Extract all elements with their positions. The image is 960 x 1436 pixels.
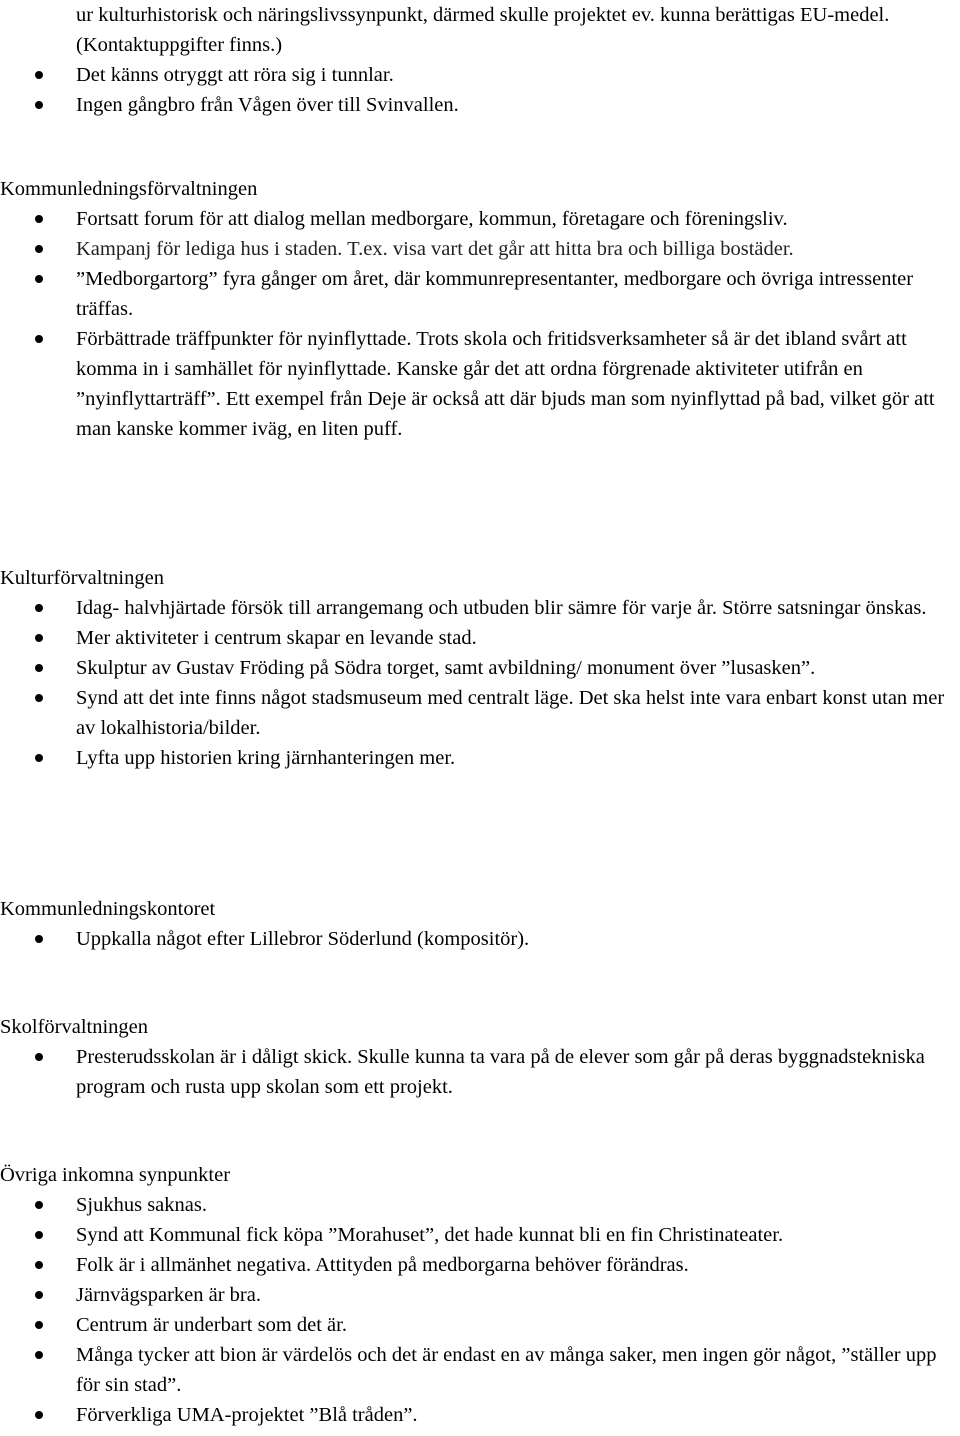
list-item: ”Medborgartorg” fyra gånger om året, där kommunrepresentanter, medborgare och övriga intressenter träffas. [0,264,960,324]
section-heading: Skolförvaltningen [0,1016,149,1038]
bullet-icon [35,215,43,223]
bullet-icon [35,1231,43,1239]
section-kulturforvaltningen [0,563,960,773]
bullet-icon [35,275,43,283]
bullet-icon [35,604,43,612]
section-kommunledningsforvaltningen [0,174,960,444]
list-item: Skulptur av Gustav Fröding på Södra torget, samt avbildning/ monument över ”lusasken”. [0,653,960,683]
list-item: Många tycker att bion är värdelös och det är endast en av många saker, men ingen gör något, ”ställer upp för sin stad”. [0,1340,960,1400]
bullet-icon [35,1261,43,1269]
list-item: Synd att det inte finns något stadsmuseum med centralt läge. Det ska helst inte vara enbart konst utan mer av lokalhistoria/bilder. [0,683,960,743]
bullet-icon [35,664,43,672]
section-heading: Kommunledningskontoret [0,898,216,920]
section-list [0,1190,960,1430]
bullet-icon [35,754,43,762]
section-list [0,1042,960,1102]
list-item: Förverkliga UMA-projektet ”Blå tråden”. [0,1400,960,1430]
list-item: Folk är i allmänhet negativa. Attityden på medborgarna behöver förändras. [0,1250,960,1280]
intro-block [0,0,960,120]
section-skolforvaltningen [0,1012,960,1102]
section-kommunledningskontoret [0,894,960,954]
list-item: Lyfta upp historien kring järnhanteringen mer. [0,743,960,773]
list-item: Kampanj för lediga hus i staden. T.ex. visa vart det går att hitta bra och billiga bostäder. [0,234,960,264]
list-item: Järnvägsparken är bra. [0,1280,960,1310]
section-heading: Övriga inkomna synpunkter [0,1164,231,1186]
bullet-icon [35,935,43,943]
list-item: Presterudsskolan är i dåligt skick. Skulle kunna ta vara på de elever som går på deras byggnadstekniska program och rusta upp skolan som ett projekt. [0,1042,960,1102]
list-item: Sjukhus saknas. [0,1190,960,1220]
bullet-icon [35,634,43,642]
bullet-icon [35,1053,43,1061]
bullet-icon [35,71,43,79]
list-item: Synd att Kommunal fick köpa ”Morahuset”, det hade kunnat bli en fin Christinateater. [0,1220,960,1250]
bullet-icon [35,1321,43,1329]
list-item: Förbättrade träffpunkter för nyinflyttade. Trots skola och fritidsverksamheter så är det ibland svårt att komma in i samhället för nyinflyttade. Kanske går det att ordna förgrenade aktiviteter utifrån en ”nyinflyttarträff”. Ett exempel från Deje är också att där bjuds man som nyinflyttad på bad, vilket gör att man kanske kommer iväg, en liten puff. [0,324,960,444]
section-list [0,593,960,773]
section-list [0,204,960,444]
section-list [0,924,960,954]
list-item: Ingen gångbro från Vågen över till Svinvallen. [0,90,960,120]
section-heading: Kulturförvaltningen [0,567,164,589]
bullet-icon [35,1411,43,1419]
list-item-continuation [0,0,960,60]
list-item: Mer aktiviteter i centrum skapar en levande stad. [0,623,960,653]
bullet-icon [35,694,43,702]
list-item: Uppkalla något efter Lillebror Söderlund (kompositör). [0,924,960,954]
list-item: Fortsatt forum för att dialog mellan medborgare, kommun, företagare och föreningsliv. [0,204,960,234]
bullet-icon [35,1291,43,1299]
continuation-text: ur kulturhistorisk och näringslivssynpunkt, därmed skulle projektet ev. kunna berättigas EU-medel. (Kontaktuppgifter finns.) [76,4,890,56]
section-ovriga-inkomna-synpunkter [0,1160,960,1430]
bullet-icon [35,335,43,343]
bullet-icon [35,1351,43,1359]
list-item: Det känns otryggt att röra sig i tunnlar. [0,60,960,90]
bullet-icon [35,101,43,109]
list-item: Centrum är underbart som det är. [0,1310,960,1340]
intro-list [0,60,960,120]
list-item: Idag- halvhjärtade försök till arrangemang och utbuden blir sämre för varje år. Större satsningar önskas. [0,593,960,623]
bullet-icon [35,1201,43,1209]
section-heading: Kommunledningsförvaltningen [0,178,258,200]
bullet-icon [35,245,43,253]
